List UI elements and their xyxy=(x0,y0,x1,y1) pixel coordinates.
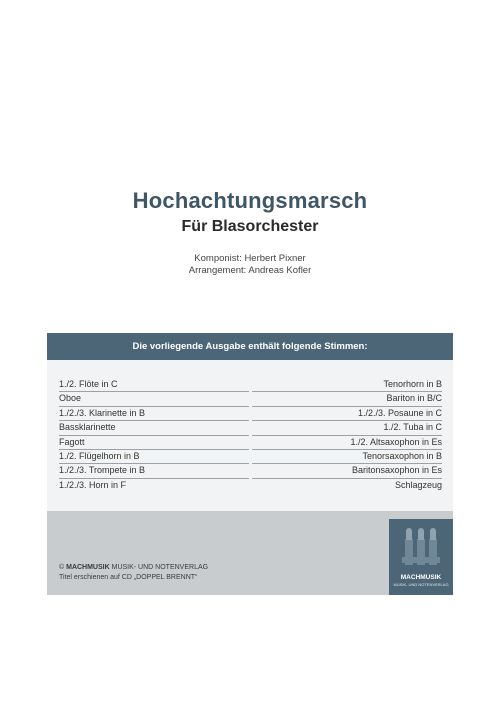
parts-list-left xyxy=(59,378,249,492)
recording-note: Titel erschienen auf CD „DOPPEL BRENNT“ xyxy=(59,574,198,581)
part-item: Fagott xyxy=(59,436,249,450)
parts-list-right xyxy=(252,378,442,492)
publisher-footer xyxy=(47,511,453,595)
parts-panel xyxy=(47,333,453,595)
part-item: 1./2./3. Klarinette in B xyxy=(59,407,249,421)
parts-panel-header: Die vorliegende Ausgabe enthält folgende Stimmen: xyxy=(47,333,453,360)
piece-subtitle: Für Blasorchester xyxy=(181,218,319,235)
part-item: 1./2. Altsaxophon in Es xyxy=(252,436,442,450)
logo-name: MACHMUSIK xyxy=(400,574,442,581)
part-item: 1./2. Tuba in C xyxy=(252,421,442,435)
copyright-symbol: © xyxy=(59,564,67,571)
composer-credit: Komponist: Herbert Pixner xyxy=(194,253,306,264)
logo-tagline: MUSIK- UND NOTENVERLAG xyxy=(393,582,449,587)
arranger-credit: Arrangement: Andreas Kofler xyxy=(188,265,312,276)
part-item: Oboe xyxy=(59,392,249,406)
publisher-text xyxy=(59,563,208,583)
publisher-name: MUSIK- UND NOTENVERLAG xyxy=(109,564,209,571)
part-item: Tenorsaxophon in B xyxy=(252,450,442,464)
part-item: Schlagzeug xyxy=(394,479,442,490)
part-item: 1./2./3. Posaune in C xyxy=(252,407,442,421)
piece-title: Hochachtungsmarsch xyxy=(132,188,368,213)
part-item: 1./2. Flöte in C xyxy=(59,378,249,392)
brass-instruments-icon xyxy=(389,519,453,575)
part-item: Baritonsaxophon in Es xyxy=(252,464,442,478)
part-item: Bassklarinette xyxy=(59,421,249,435)
part-item: 1./2. Flügelhorn in B xyxy=(59,450,249,464)
part-item: Tenorhorn in B xyxy=(252,378,442,392)
part-item: Bariton in B/C xyxy=(252,392,442,406)
part-item: 1./2./3. Trompete in B xyxy=(59,464,249,478)
publisher-logo xyxy=(389,519,453,595)
publisher-brand: MACHMUSIK xyxy=(66,564,110,571)
part-item: 1./2./3. Horn in F xyxy=(59,479,127,490)
